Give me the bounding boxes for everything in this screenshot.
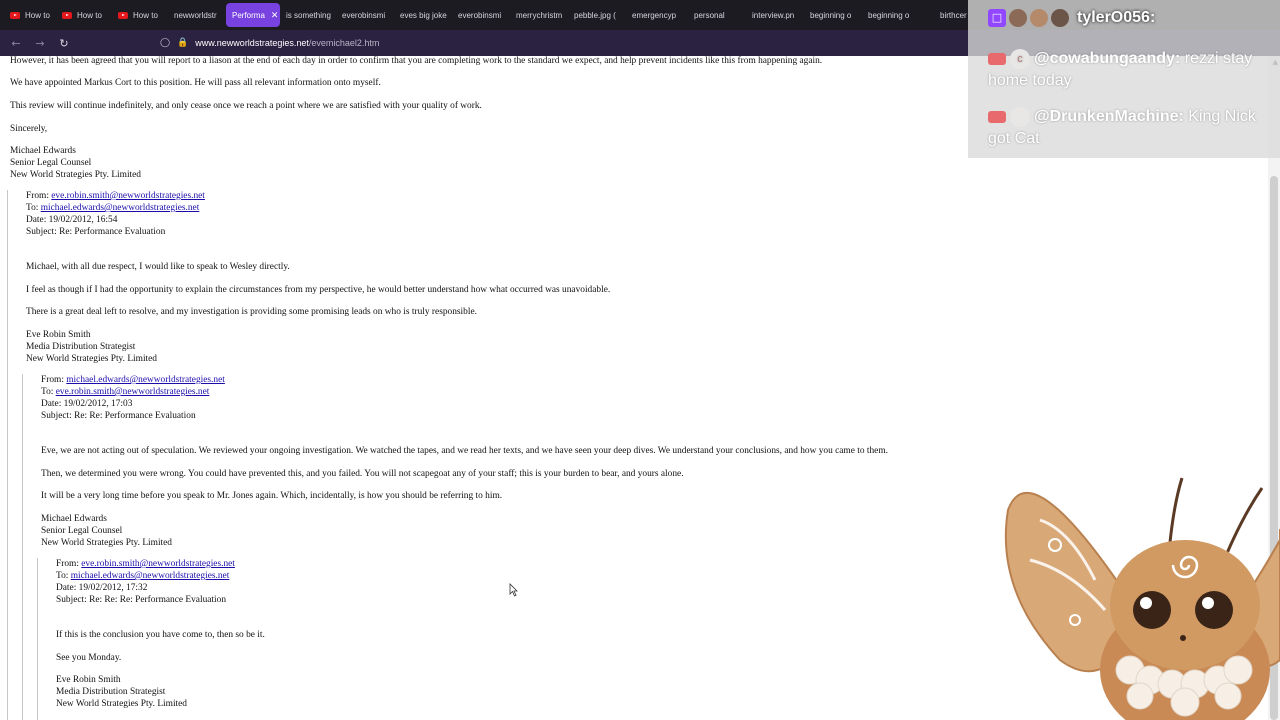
signature-company: New World Strategies Pty. Limited (10, 170, 141, 180)
browser-tab[interactable] (4, 3, 56, 27)
intro-line: This review will continue indefinitely, and only cease once we reach a point where we are satisfied with your quality of work. (10, 101, 482, 111)
intro-line: We have appointed Markus Cort to this position. He will pass all relevant information onto myself. (10, 78, 381, 88)
email-body-line: Michael, with all due respect, I would like to speak to Wesley directly. (26, 262, 290, 272)
signature-name: Eve Robin Smith (26, 330, 91, 340)
quote-bar (37, 558, 38, 720)
tab-label: merrychristm (516, 10, 563, 20)
browser-tab[interactable] (336, 3, 394, 27)
avatar (1010, 107, 1030, 127)
email-link[interactable]: michael.edwards@newworldstrategies.net (40, 203, 200, 213)
chat-message (988, 48, 1268, 92)
youtube-icon (10, 12, 20, 19)
browser-tab[interactable] (56, 3, 112, 27)
chat-text: rezzi stay home today (988, 50, 1253, 89)
email-link[interactable]: eve.robin.smith@newworldstrategies.net (55, 387, 210, 397)
email-header-from: From: eve.robin.smith@newworldstrategies.net (26, 191, 205, 201)
browser-tab[interactable] (510, 3, 568, 27)
tab-label: personal (694, 10, 725, 20)
tab-label: eves big joke (400, 10, 447, 20)
email-header-date: Date: 19/02/2012, 17:03 (41, 399, 133, 409)
email-link[interactable]: eve.robin.smith@newworldstrategies.net (51, 191, 205, 201)
tab-label: everobinsmi (458, 10, 502, 20)
tab-label: How to (77, 10, 102, 20)
avatar (1030, 9, 1048, 27)
tab-label: How to (133, 10, 158, 20)
youtube-icon (988, 53, 1006, 65)
email-header-subject: Subject: Re: Re: Re: Performance Evaluation (56, 595, 227, 605)
shield-icon[interactable]: ◯ (160, 38, 171, 48)
lock-icon[interactable]: 🔒 (177, 38, 189, 48)
chat-username: @DrunkenMachine: (1034, 108, 1184, 125)
tab-label: is something (286, 10, 331, 20)
email-link[interactable]: eve.robin.smith@newworldstrategies.net (81, 559, 235, 569)
url-path: /evemichael2.htm (308, 38, 380, 48)
browser-tab[interactable] (862, 3, 934, 27)
browser-tab[interactable] (688, 3, 746, 27)
tab-label: birthcer (940, 10, 967, 20)
youtube-icon (118, 12, 128, 19)
chat-username: @cowabungaandy: (1034, 50, 1181, 67)
avatar: c (1010, 49, 1030, 69)
signature-title: Media Distribution Strategist (26, 342, 136, 352)
moth-mascot-image (1000, 470, 1280, 720)
signature-name: Eve Robin Smith (56, 675, 121, 685)
signature-name: Michael Edwards (10, 146, 76, 156)
email-header-from: From: michael.edwards@newworldstrategies.net (41, 375, 225, 385)
quote-bar (7, 190, 8, 720)
twitch-icon: □ (988, 9, 1006, 27)
email-body-line: See you Monday. (56, 653, 122, 663)
signature-company: New World Strategies Pty. Limited (56, 699, 187, 709)
email-body-line: It will be a very long time before you speak to Mr. Jones again. Which, incidentally, is how you should be referring to him. (41, 491, 503, 501)
email-link[interactable]: michael.edwards@newworldstrategies.net (70, 571, 230, 581)
email-header-to: To: michael.edwards@newworldstrategies.net (26, 203, 200, 213)
browser-tab[interactable] (626, 3, 688, 27)
tab-label: interview.pn (752, 10, 795, 20)
browser-tab[interactable] (280, 3, 336, 27)
tab-label: beginning o (810, 10, 852, 20)
signature-title: Senior Legal Counsel (10, 158, 92, 168)
browser-tab[interactable] (394, 3, 452, 27)
tab-label: Performa (232, 10, 265, 20)
browser-tab[interactable] (804, 3, 862, 27)
browser-tab[interactable] (452, 3, 510, 27)
youtube-icon (62, 12, 72, 19)
url-bar[interactable] (160, 35, 379, 51)
email-header-subject: Subject: Re: Re: Performance Evaluation (41, 411, 196, 421)
browser-tab[interactable] (168, 3, 226, 27)
closing-line: Sincerely, (10, 124, 48, 134)
email-body-line: I feel as though if I had the opportunity to explain the circumstances from my perspective, he would better understand how what occurred was unavoidable. (26, 285, 611, 295)
streamer-header (988, 6, 1218, 30)
signature-title: Media Distribution Strategist (56, 687, 166, 697)
url-host: www.newworldstrategies.net (195, 38, 309, 48)
signature-title: Senior Legal Counsel (41, 526, 123, 536)
signature-name: Michael Edwards (41, 514, 107, 524)
tab-label: newworldstr (174, 10, 217, 20)
chat-text: King Nick got Cat (988, 108, 1256, 147)
back-arrow-icon[interactable]: ← (11, 36, 21, 50)
avatar (1009, 9, 1027, 27)
email-link[interactable]: michael.edwards@newworldstrategies.net (66, 375, 225, 385)
tab-label: pebble.jpg ( (574, 10, 616, 20)
chat-message (988, 106, 1268, 150)
email-body-line: Eve, we are not acting out of speculation. We reviewed your ongoing investigation. We watched the tapes, and we read her texts, and we have seen your deep dives. We understand your conclusions, and how you came to them. (41, 446, 888, 456)
browser-tab[interactable] (746, 3, 804, 27)
email-header-date: Date: 19/02/2012, 16:54 (26, 215, 118, 225)
email-header-subject: Subject: Re: Performance Evaluation (26, 227, 166, 237)
email-header-to: To: eve.robin.smith@newworldstrategies.net (41, 387, 210, 397)
youtube-icon (988, 111, 1006, 123)
email-body-line: Then, we determined you were wrong. You could have prevented this, and you failed. You will not scapegoat any of your staff; this is your burden to bear, and yours alone. (41, 469, 684, 479)
mouse-cursor-icon (509, 583, 518, 597)
close-tab-icon[interactable]: ✕ (270, 9, 279, 20)
signature-company: New World Strategies Pty. Limited (26, 354, 157, 364)
browser-tab[interactable] (112, 3, 168, 27)
email-body-line: If this is the conclusion you have come to, then so be it. (56, 630, 265, 640)
signature-company: New World Strategies Pty. Limited (41, 538, 172, 548)
email-header-date: Date: 19/02/2012, 17:32 (56, 583, 148, 593)
streamer-name: tylerO056: (1077, 9, 1156, 26)
quote-bar (22, 374, 23, 720)
forward-arrow-icon[interactable]: → (35, 36, 45, 50)
tab-label: everobinsmi (342, 10, 386, 20)
tab-label: beginning o (868, 10, 910, 20)
email-body-line: There is a great deal left to resolve, and my investigation is providing some promising leads on who is truly responsible. (26, 307, 477, 317)
tab-label: emergencyp (632, 10, 677, 20)
tab-label: How to (25, 10, 50, 20)
browser-tab[interactable] (226, 3, 280, 27)
email-header-from: From: eve.robin.smith@newworldstrategies.net (56, 559, 235, 569)
reload-icon[interactable]: ↻ (59, 36, 69, 50)
email-header-to: To: michael.edwards@newworldstrategies.net (56, 571, 230, 581)
browser-tab[interactable] (568, 3, 626, 27)
intro-line: However, it has been agreed that you will report to a liason at the end of each day in order to confirm that you are completing work to the standard we expect, and help prevent incidents like this from happening again. (10, 56, 823, 66)
avatar (1051, 9, 1069, 27)
